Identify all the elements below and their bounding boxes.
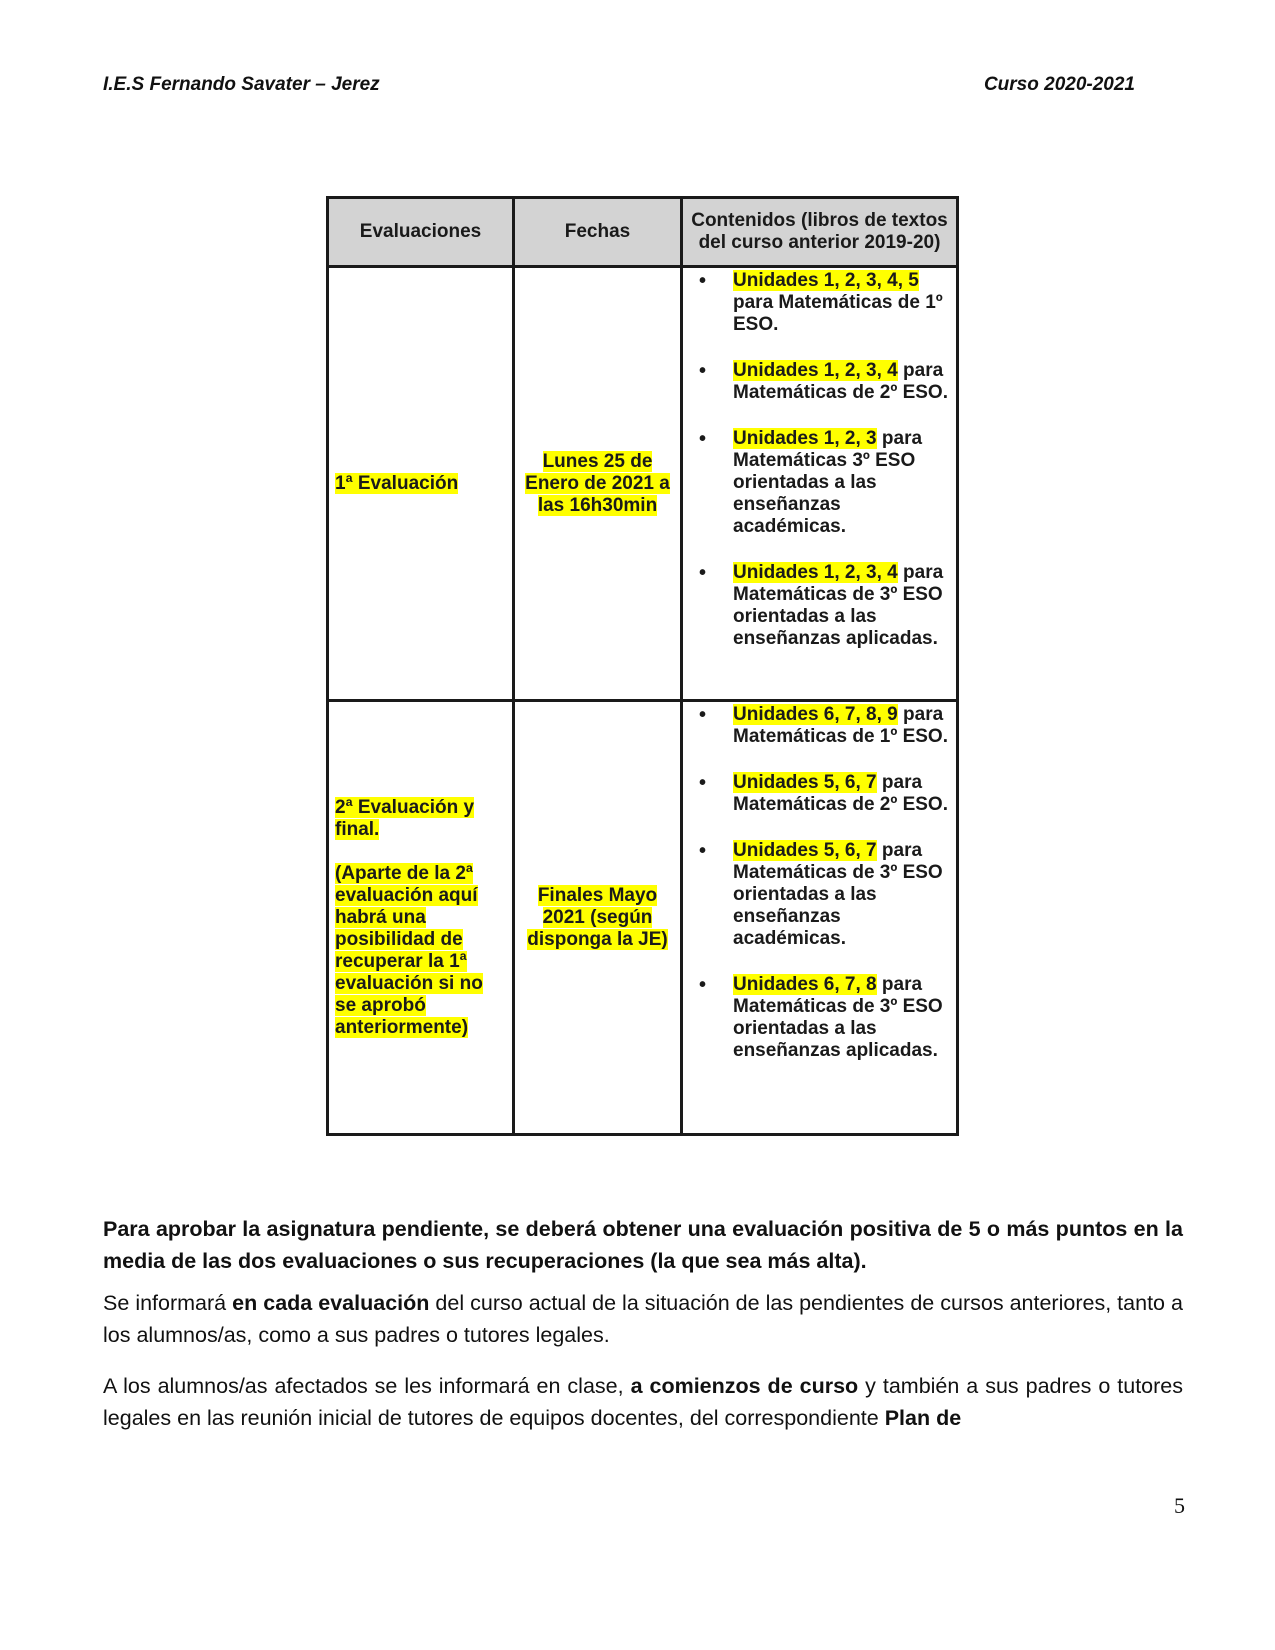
passing-requirement-paragraph: Para aprobar la asignatura pendiente, se deberá obtener una evaluación positiva de 5 o más puntos en la media de las dos evaluaciones o sus recuperaciones (la que sea más alta). — [103, 1217, 1183, 1273]
evaluation-table — [326, 196, 959, 1136]
units-label: Unidades 1, 2, 3 — [733, 428, 877, 449]
table-header-row — [328, 198, 958, 267]
list-item — [693, 428, 952, 538]
content-list — [693, 270, 952, 650]
list-item — [693, 270, 952, 336]
units-label: Unidades 1, 2, 3, 4, 5 — [733, 270, 919, 291]
units-label: Unidades 5, 6, 7 — [733, 840, 877, 861]
list-item — [693, 704, 952, 748]
list-item — [693, 772, 952, 816]
table-row — [328, 267, 958, 701]
date-label: Finales Mayo 2021 (según disponga la JE) — [527, 884, 668, 950]
header-school: I.E.S Fernando Savater – Jerez — [103, 74, 380, 95]
header-contenidos: Contenidos (libros de textos del curso anterior 2019-20) — [682, 198, 958, 267]
date-cell — [514, 701, 682, 1135]
date-label: Lunes 25 de Enero de 2021 a las 16h30min — [525, 450, 670, 516]
content-text: para Matemáticas de 1º ESO. — [733, 704, 948, 747]
content-cell — [682, 701, 958, 1135]
list-item — [693, 974, 952, 1062]
units-label: Unidades 1, 2, 3, 4 — [733, 360, 898, 381]
units-label: Unidades 6, 7, 8, 9 — [733, 704, 898, 725]
content-text: para Matemáticas de 1º ESO. — [733, 292, 943, 335]
header-evaluaciones: Evaluaciones — [328, 198, 514, 267]
list-item — [693, 360, 952, 404]
paragraph-emphasis: a comienzos de curso — [630, 1374, 859, 1398]
content-text: para Matemáticas de 3º ESO orientadas a las enseñanzas aplicadas. — [733, 562, 944, 649]
paragraph-text: A los alumnos/as afectados se les informará en clase, — [103, 1374, 631, 1398]
content-text: para Matemáticas 3º ESO orientadas a las enseñanzas académicas. — [733, 428, 923, 537]
information-paragraph — [103, 1287, 1183, 1351]
paragraph-text: y también a sus padres o tutores legales en las reunión inicial de tutores de equipos docentes, del correspondiente — [103, 1374, 1183, 1430]
header-course: Curso 2020-2021 — [983, 74, 1135, 95]
list-item — [693, 562, 952, 650]
content-text: para Matemáticas de 3º ESO orientadas a las enseñanzas aplicadas. — [733, 974, 943, 1061]
list-item — [693, 840, 952, 950]
content-text: para Matemáticas de 2º ESO. — [733, 772, 948, 815]
table-row — [328, 701, 958, 1135]
evaluation-label: 2ª Evaluación y final. — [335, 796, 475, 840]
date-cell — [514, 267, 682, 701]
notification-paragraph — [103, 1370, 1183, 1434]
page-number: 5 — [1174, 1493, 1185, 1518]
units-label: Unidades 5, 6, 7 — [733, 772, 877, 793]
content-cell — [682, 267, 958, 701]
paragraph-emphasis: en cada evaluación — [232, 1291, 430, 1315]
paragraph-emphasis: Plan de — [884, 1406, 962, 1430]
content-text: para Matemáticas de 2º ESO. — [733, 360, 948, 403]
paragraph-text: del curso actual de la situación de las pendientes de cursos anteriores, tanto a los alumnos/as, como a sus padres o tutores legales. — [103, 1291, 1183, 1347]
paragraph-text: Se informará — [103, 1291, 233, 1315]
header-fechas: Fechas — [514, 198, 682, 267]
evaluation-note: (Aparte de la 2ª evaluación aquí habrá una posibilidad de recuperar la 1ª evaluación si no se aprobó anteriormente) — [335, 862, 483, 1038]
content-list — [693, 704, 952, 1062]
evaluation-label: 1ª Evaluación — [335, 472, 459, 494]
content-text: para Matemáticas de 3º ESO orientadas a las enseñanzas académicas. — [733, 840, 943, 949]
units-label: Unidades 1, 2, 3, 4 — [733, 562, 898, 583]
evaluation-cell — [328, 701, 514, 1135]
evaluation-cell — [328, 267, 514, 701]
units-label: Unidades 6, 7, 8 — [733, 974, 877, 995]
